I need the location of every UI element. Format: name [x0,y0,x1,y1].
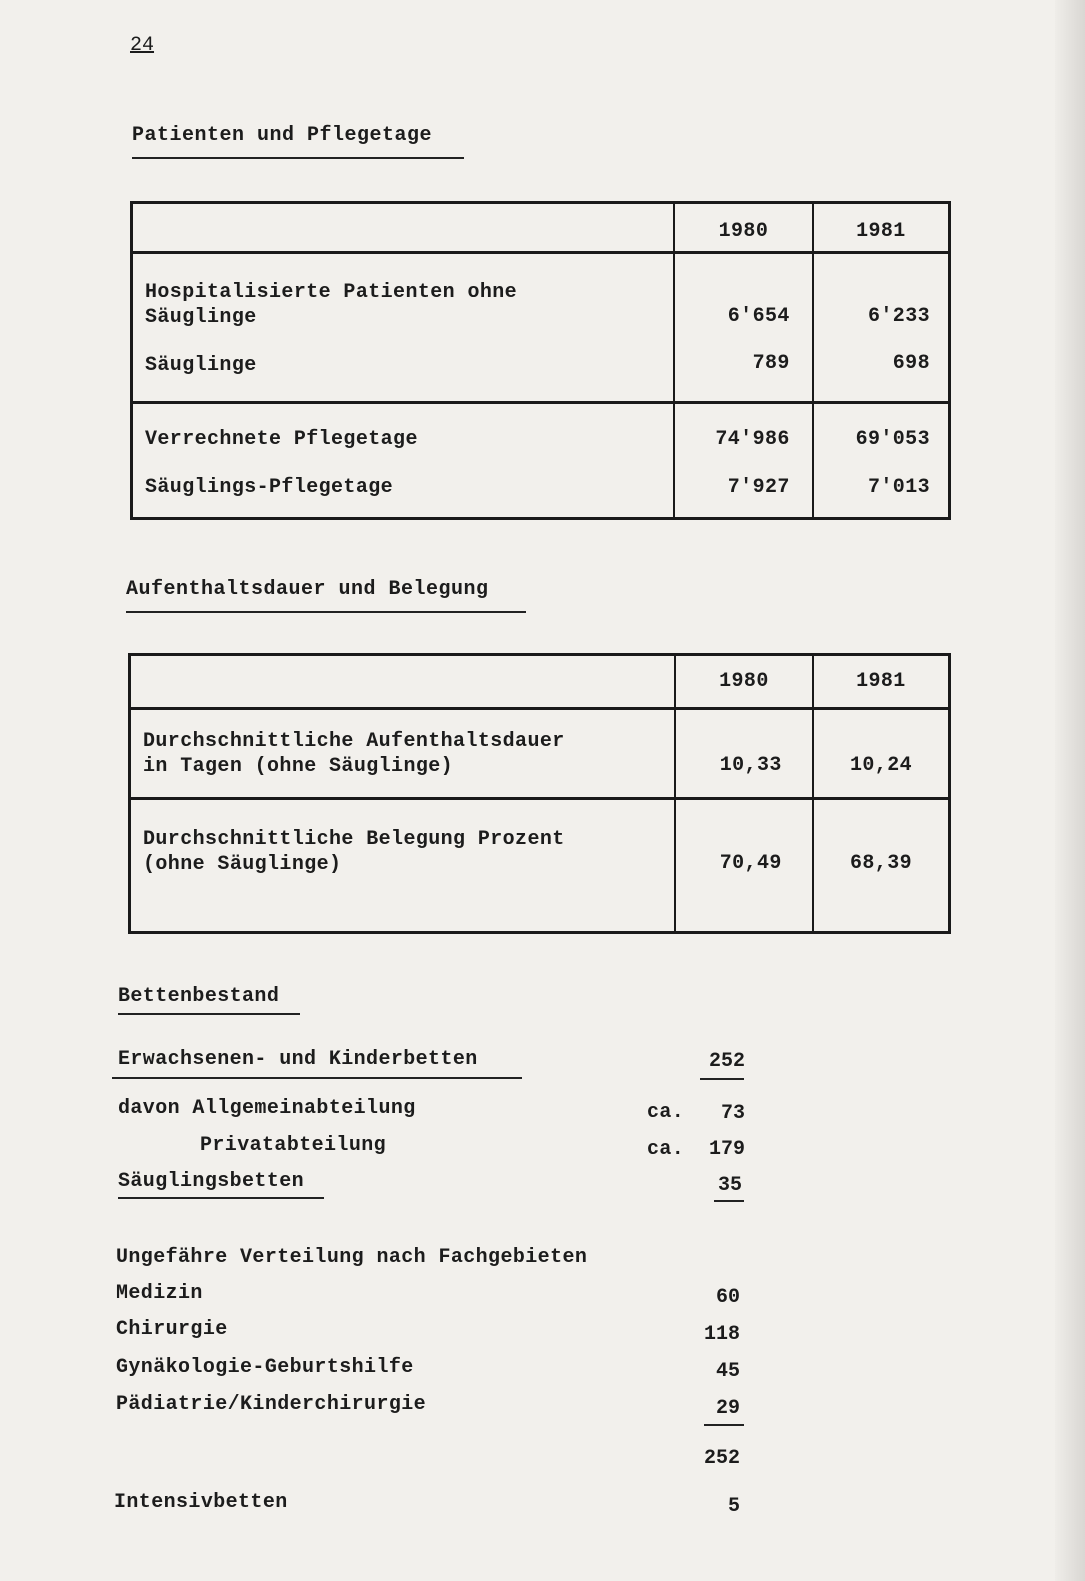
ca-label: ca. [647,1138,685,1161]
distribution-label: Chirurgie [116,1318,228,1341]
table-value-cell [674,253,813,403]
table-value: 7'013 [867,476,930,499]
table-value: 68,39 [849,852,912,875]
row-label-line: Durchschnittliche Belegung Prozent [143,828,565,851]
table-row [130,709,950,799]
table-value: 10,24 [849,754,912,777]
table-value-cell [813,403,950,519]
row-label-line: Durchschnittliche Aufenthaltsdauer [143,730,565,753]
infant-beds-value: 35 [717,1174,742,1197]
distribution-value: 60 [715,1286,740,1309]
section-title-underline [126,611,526,613]
intensive-beds-value: 5 [727,1495,740,1518]
table-value: 7'927 [727,476,790,499]
ca-label: ca. [647,1101,685,1124]
row-label [143,710,674,779]
table-label-cell [132,253,675,403]
general-ward-label: davon Allgemeinabteilung [118,1097,416,1120]
distribution-title: Ungefähre Verteilung nach Fachgebieten [116,1246,588,1269]
adult-child-beds-label: Erwachsenen- und Kinderbetten [118,1048,478,1071]
distribution-sum-underline [704,1424,744,1426]
general-ward-value: 73 [720,1102,745,1125]
distribution-value: 118 [703,1323,740,1346]
infant-beds-value-underline [714,1200,744,1202]
row-label-line: (ohne Säuglinge) [143,853,342,876]
distribution-value: 45 [715,1360,740,1383]
distribution-total: 252 [703,1447,740,1470]
table-value: 70,49 [719,852,782,875]
table-label-cell [130,799,676,933]
table-value: 698 [892,352,930,375]
table-value-cell [813,253,950,403]
table-row-group [132,253,950,403]
distribution-label: Pädiatrie/Kinderchirurgie [116,1393,427,1416]
section-title-patienten: Patienten und Pflegetage [132,124,433,147]
distribution-label: Medizin [116,1282,203,1305]
table-header-empty [132,203,675,253]
row-label: Verrechnete Pflegetage [145,428,418,451]
section-title-underline [132,157,464,159]
table-aufenthaltsdauer-belegung [128,653,951,934]
table-patienten-pflegetage [130,201,951,520]
row-label-line: Hospitalisierte Patienten ohne [145,281,518,304]
row-label [145,254,673,330]
infant-beds-label: Säuglingsbetten [118,1170,305,1193]
table-value: 10,33 [719,754,782,777]
table-value: 6'233 [867,305,930,328]
private-ward-value: 179 [708,1138,745,1161]
table-value: 74'986 [715,428,790,451]
table-header-row [132,203,950,253]
adult-child-beds-value-underline [700,1078,744,1080]
table-label-cell [130,709,676,799]
table-row-group [132,403,950,519]
table-header-empty [130,655,676,709]
table-value-cell [675,709,813,799]
infant-beds-underline [118,1197,324,1199]
table-value-cell [813,709,950,799]
beds-title: Bettenbestand [118,985,280,1008]
row-label-line: in Tagen (ohne Säuglinge) [143,755,454,778]
table-value: 69'053 [855,428,930,451]
table-row [130,799,950,933]
intensive-beds-label: Intensivbetten [114,1491,288,1514]
table-header-year: 1981 [813,203,950,253]
table-header-year: 1980 [675,655,813,709]
table-label-cell [132,403,675,519]
beds-title-underline [118,1013,300,1015]
page-edge-shadow [1055,0,1085,1581]
row-label: Säuglings-Pflegetage [145,476,394,499]
table-header-row [130,655,950,709]
adult-child-beds-underline [112,1077,522,1079]
table-value-cell [674,403,813,519]
adult-child-beds-value: 252 [708,1050,745,1073]
distribution-value: 29 [715,1397,740,1420]
table-value: 789 [752,352,790,375]
table-value-cell [675,799,813,933]
section-title-aufenthalt: Aufenthaltsdauer und Belegung [126,578,489,601]
row-label [143,800,674,877]
page-number: 24 [130,34,155,57]
distribution-label: Gynäkologie-Geburtshilfe [116,1356,414,1379]
private-ward-label: Privatabteilung [200,1134,387,1157]
row-label: Säuglinge [145,354,257,377]
table-value: 6'654 [727,305,790,328]
table-header-year: 1980 [674,203,813,253]
row-label-line: Säuglinge [145,306,257,329]
table-value-cell [813,799,950,933]
table-header-year: 1981 [813,655,950,709]
